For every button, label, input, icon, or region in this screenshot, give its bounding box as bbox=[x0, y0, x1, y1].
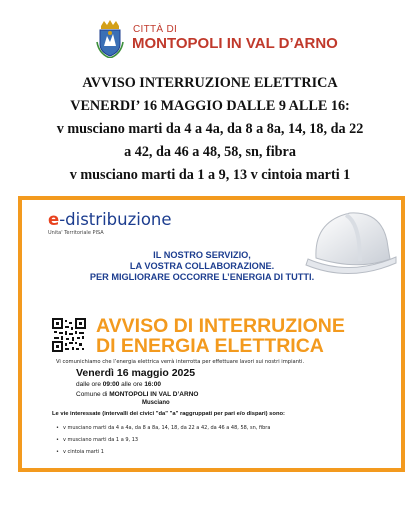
qr-code-icon bbox=[52, 318, 86, 352]
time-prefix: dalle ore bbox=[76, 381, 103, 388]
poster-title bbox=[96, 316, 345, 356]
streets-list bbox=[56, 422, 270, 458]
poster-title-line: AVVISO DI INTERRUZIONE bbox=[96, 315, 345, 337]
municipality-header bbox=[95, 16, 355, 62]
list-item: • v cintoia marti 1 bbox=[56, 446, 270, 458]
slogan-line: PER MIGLIORARE OCCORRE L’ENERGIA DI TUTTI. bbox=[89, 272, 315, 282]
list-item: • v musciano marti da 1 a 9, 13 bbox=[56, 434, 270, 446]
notice-line: v musciano marti da 4 a 4a, da 8 a 8a, 14, 18, da 22 bbox=[56, 121, 364, 137]
slogan-line: IL NOSTRO SERVIZIO, bbox=[153, 250, 251, 260]
city-name: MONTOPOLI IN VAL D’ARNO bbox=[132, 35, 338, 52]
brand-logo-e: e bbox=[48, 210, 60, 229]
brand-logo bbox=[48, 210, 172, 229]
outage-date: Venerdì 16 maggio 2025 bbox=[76, 367, 196, 379]
time-middle: alle ore bbox=[119, 381, 145, 388]
notice-line: a 42, da 46 a 48, 58, sn, fibra bbox=[124, 144, 296, 160]
city-prefix: CITTÀ DI bbox=[133, 24, 178, 35]
notice-line: v musciano marti da 1 a 9, 13 v cintoia marti 1 bbox=[69, 167, 351, 183]
outage-poster bbox=[18, 196, 405, 472]
poster-title-line: DI ENERGIA ELETTRICA bbox=[96, 335, 324, 357]
notice-text bbox=[0, 72, 420, 187]
outage-municipality bbox=[76, 391, 198, 398]
poster-intro: Vi comunichiamo che l’energia elettrica verrà interrotta per effettuare lavori sui nostri impianti. bbox=[56, 359, 305, 365]
comune-name: MONTOPOLI IN VAL D’ARNO bbox=[109, 391, 199, 398]
outage-details bbox=[50, 366, 310, 408]
list-item: • v musciano marti da 4 a 4a, da 8 a 8a, 14, 18, da 22 a 42, da 46 a 48, 58, sn, fibra bbox=[56, 422, 270, 434]
streets-header: Le vie interessate (intervalli dei civici "da" "a" raggruppati per pari e/o dispari) sono: bbox=[52, 411, 285, 417]
coat-of-arms-icon bbox=[95, 18, 125, 58]
slogan bbox=[82, 250, 322, 283]
notice-line: AVVISO INTERRUZIONE ELETTRICA bbox=[82, 75, 338, 91]
brand-logo-text: -distribuzione bbox=[59, 210, 172, 229]
time-start: 09:00 bbox=[102, 381, 120, 388]
territorial-unit: Unita' Territoriale PISA bbox=[48, 230, 104, 236]
slogan-line: LA VOSTRA COLLABORAZIONE. bbox=[129, 261, 275, 271]
time-end: 16:00 bbox=[144, 381, 161, 388]
comune-label: Comune di bbox=[76, 391, 110, 398]
poster-body bbox=[22, 200, 401, 468]
notice-line: VENERDI’ 16 MAGGIO DALLE 9 ALLE 16: bbox=[70, 98, 350, 114]
outage-locality: Musciano bbox=[142, 400, 170, 406]
outage-time bbox=[76, 381, 161, 388]
